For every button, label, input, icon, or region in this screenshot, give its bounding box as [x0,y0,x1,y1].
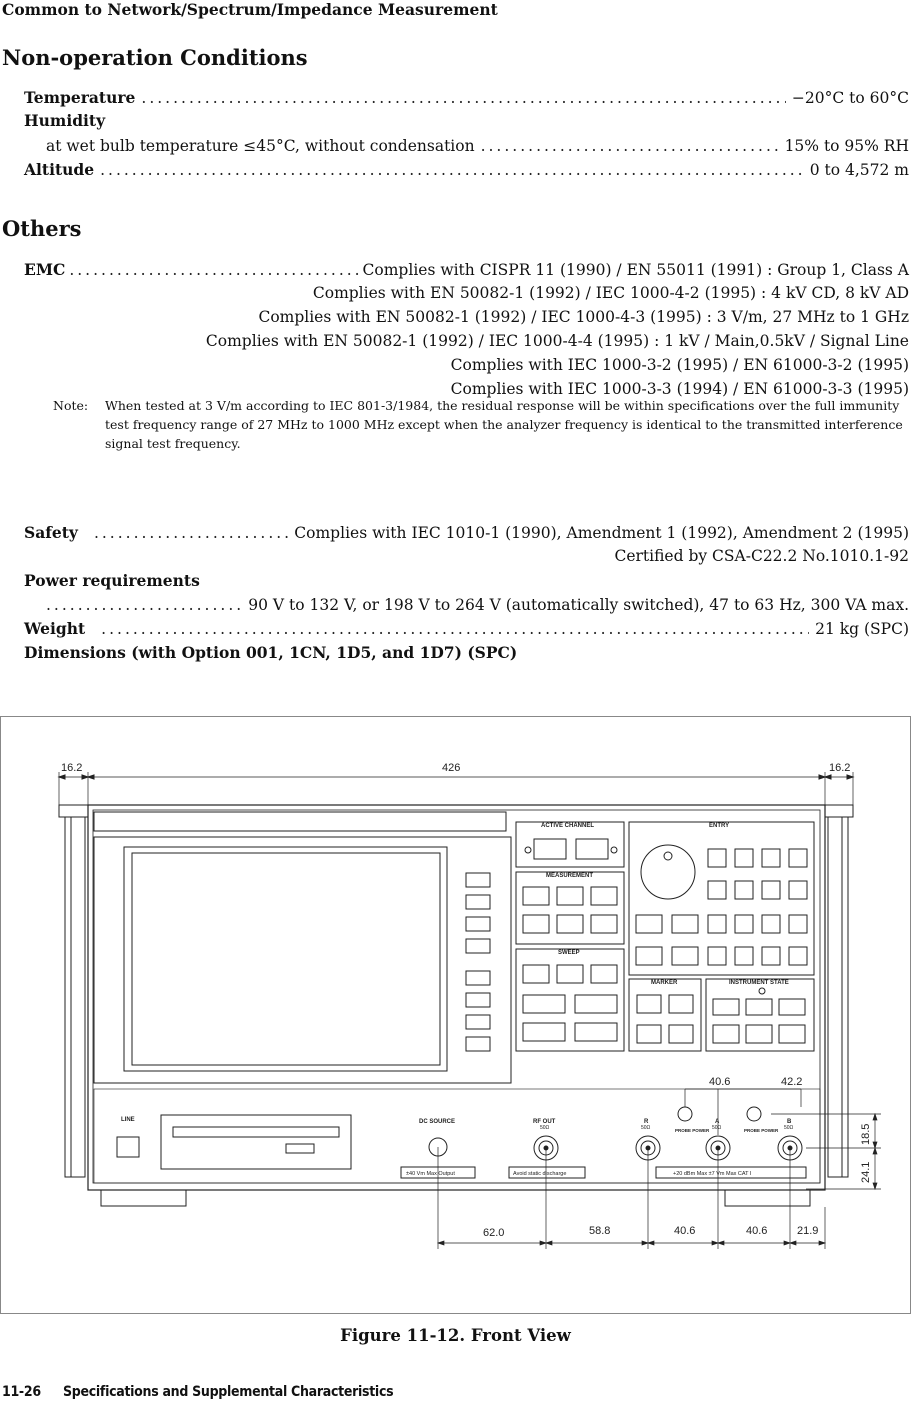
sweep-panel [516,949,624,1051]
leader-dots [100,160,804,180]
dimensions-row [24,643,909,665]
safety-value-2: Certified by CSA-C22.2 No.1010.1-92 [614,547,909,565]
emc-line-4: Complies with EN 50082-1 (1992) / IEC 1000-4-4 (1995) : 1 kV / Main,0.5kV / Signal Line [205,332,909,350]
power-value: 90 V to 132 V, or 198 V to 264 V (automatically switched), 47 to 63 Hz, 300 VA max. [248,596,909,614]
power-label: Power requirements [24,571,200,590]
measurement-keys [523,887,617,933]
probe-power-label-1: PROBE POWER [675,1128,710,1133]
altitude-value: 0 to 4,572 m [809,161,909,179]
emc-line-2: Complies with EN 50082-1 (1992) / IEC 1000-4-2 (1995) : 4 kV CD, 8 kV AD [312,284,909,302]
dim-b3: 40.6 [674,1225,696,1237]
dim-left: 16.2 [61,762,83,774]
nonop-title: Non-operation Conditions [2,45,308,70]
humidity-label: Humidity [24,111,106,130]
dim-b1: 62.0 [483,1227,505,1239]
humidity-condition: at wet bulb temperature ≤45°C, without condensation [46,137,475,155]
sweep-keys [523,965,617,1041]
marker-label: MARKER [651,980,678,986]
port-r-impedance: 50Ω [641,1125,651,1131]
humidity-value: 15% to 95% RH [784,137,909,155]
power-row [24,571,909,593]
measurement-label: MEASUREMENT [546,873,594,879]
dim-h2: 24.1 [860,1161,872,1183]
leader-dots [46,595,244,615]
warning-text-3: +20 dBm Max ±7 Vm Max CAT I [673,1171,752,1177]
dim-right: 16.2 [829,762,851,774]
emc-line-1: Complies with CISPR 11 (1990) / EN 55011 (1991) : Group 1, Class A [362,261,909,279]
weight-row [24,619,909,641]
figure-front-view [0,716,911,1314]
active-channel-label: ACTIVE CHANNEL [541,823,595,829]
leader-dots [69,260,358,280]
front-view-drawing [1,717,910,1313]
foot-left [101,1190,186,1206]
note-label: Note: [53,398,89,413]
humidity-row [24,111,909,133]
altitude-row [24,160,909,182]
entry-keys [636,849,807,965]
dim-d2: 42.2 [781,1076,803,1088]
safety-value: Complies with IEC 1010-1 (1990), Amendment 1 (1992), Amendment 2 (1995) [294,524,909,542]
dim-b5: 21.9 [797,1225,819,1237]
top-slot [94,812,506,831]
leader-dots [481,136,779,156]
others-title: Others [2,216,82,241]
emc-line-3: Complies with EN 50082-1 (1992) / IEC 1000-4-3 (1995) : 3 V/m, 27 MHz to 1 GHz [258,308,909,326]
sweep-label: SWEEP [558,950,580,956]
leader-dots [141,88,786,108]
line-label: LINE [121,1117,135,1123]
safety-row [24,523,909,545]
entry-label: ENTRY [709,823,730,829]
top-dimension-lines [59,772,853,807]
line-switch [117,1137,139,1157]
dim-d1: 40.6 [709,1076,731,1088]
leader-dots [94,523,288,543]
marker-panel [629,979,701,1051]
emc-line-5: Complies with IEC 1000-3-2 (1995) / EN 61000-3-2 (1995) [450,356,909,374]
page-footer [2,1384,393,1400]
rf-out-impedance: 50Ω [540,1125,550,1131]
emc-line-6: Complies with IEC 1000-3-3 (1994) / EN 61000-3-3 (1995) [450,380,909,398]
port-a-label: A [715,1119,720,1125]
dim-b4: 40.6 [746,1225,768,1237]
emc-row [24,260,909,282]
running-head: Common to Network/Spectrum/Impedance Measurement [2,0,498,19]
rack-handles [59,805,853,1177]
dimensions-label: Dimensions (with Option 001, 1CN, 1D5, and 1D7) (SPC) [24,643,518,662]
weight-label: Weight [24,619,86,638]
leader-dots [101,619,809,639]
port-a-impedance: 50Ω [712,1125,722,1131]
instrument-state-label: INSTRUMENT STATE [729,980,789,986]
probe-power-connector-2 [747,1107,761,1121]
dim-h1: 18.5 [860,1123,872,1145]
dim-b2: 58.8 [589,1225,611,1237]
probe-power-label-2: PROBE POWER [744,1128,779,1133]
display-screen [124,847,447,1071]
disk-drive [161,1115,351,1169]
rf-out-label: RF OUT [533,1119,556,1125]
temperature-label: Temperature [24,88,136,107]
dim-width: 426 [442,762,461,774]
dc-source-label: DC SOURCE [419,1119,456,1125]
humidity-detail-row [46,136,909,158]
emc-label: EMC [24,260,66,279]
weight-value: 21 kg (SPC) [815,620,909,638]
port-b-impedance: 50Ω [784,1125,794,1131]
display-bezel [94,837,511,1083]
safety-label: Safety [24,523,78,542]
note-text: When tested at 3 V/m according to IEC 801-3/1984, the residual response will be within specifications over the full immunity test frequency range of 27 MHz to 1000 MHz except when the analyzer frequency is identical to the transmitted interference signal test frequency. [105,398,903,451]
power-detail-row [46,595,909,617]
port-b-label: B [787,1119,792,1125]
softkeys [466,873,490,1051]
port-r-label: R [644,1119,649,1125]
figure-caption: Figure 11-12. Front View [340,1326,571,1345]
altitude-label: Altitude [24,160,95,179]
rotary-knob [641,845,695,899]
warning-text-2: Avoid static discharge [513,1171,567,1177]
warning-text-1: ±40 Vm Max Output [406,1171,455,1177]
temperature-value: −20°C to 60°C [791,89,909,107]
temperature-row [24,88,909,110]
foot-right [725,1190,810,1206]
probe-power-connector-1 [678,1107,692,1121]
footer-title: Specifications and Supplemental Characteristics [62,1384,394,1400]
instrument-body [88,805,825,1190]
page-number: 11-26 [2,1384,41,1400]
